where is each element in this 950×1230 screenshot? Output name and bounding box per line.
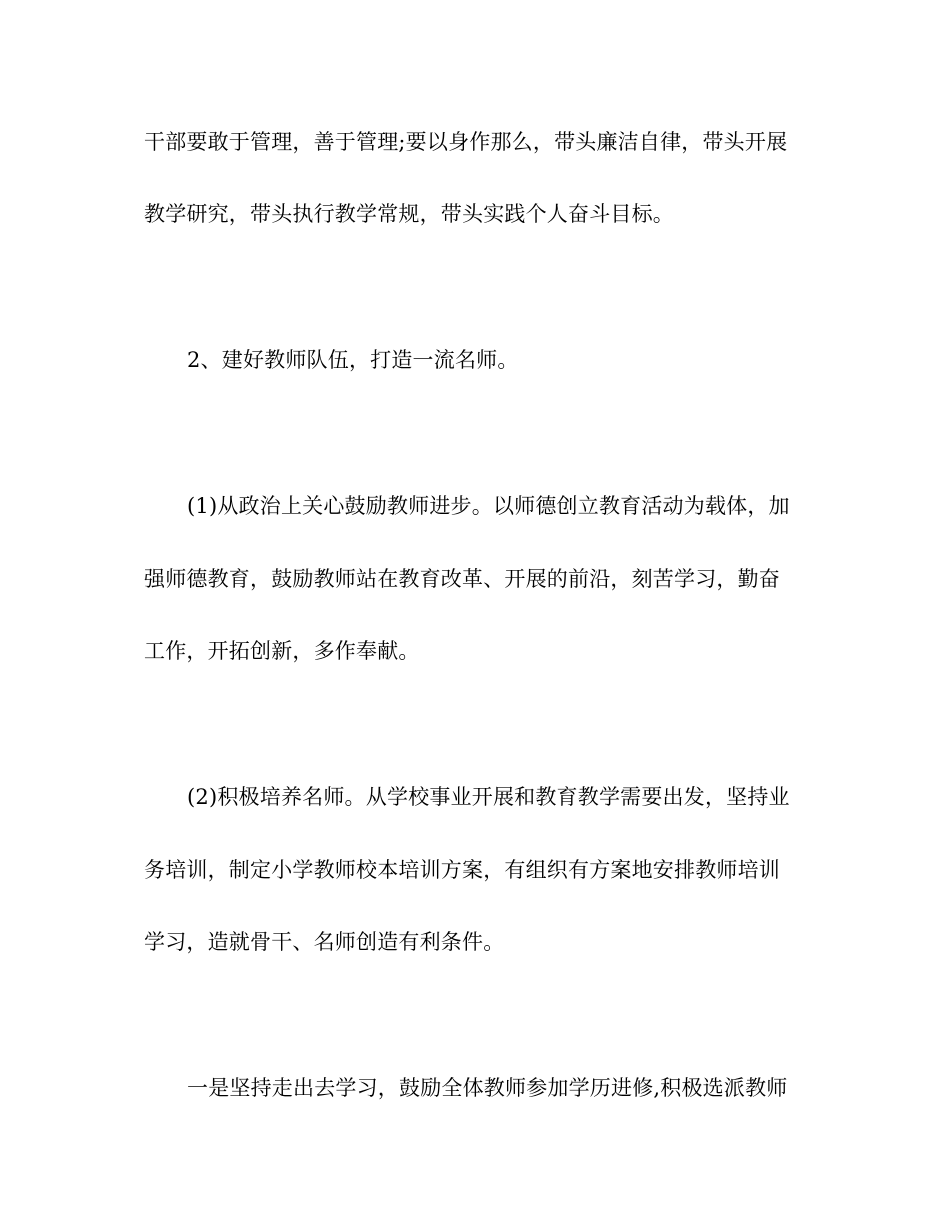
paragraph-3-line-2: 强师德教育，鼓励教师站在教育改革、开展的前沿，刻苦学习，勤奋 <box>144 567 780 591</box>
paragraph-5-line-1: 一是坚持走出去学习，鼓励全体教师参加学历进修,积极选派教师 <box>187 1076 788 1100</box>
paragraph-1-line-2: 教学研究，带头执行教学常规，带头实践个人奋斗目标。 <box>144 202 674 226</box>
paragraph-3-line-1: (1)从政治上关心鼓励教师进步。以师德创立教育活动为载体，加 <box>187 494 790 518</box>
paragraph-4-line-3: 学习，造就骨干、名师创造有利条件。 <box>144 930 505 954</box>
paragraph-3-line-3: 工作，开拓创新，多作奉献。 <box>144 639 420 663</box>
paragraph-1-line-1: 干部要敢于管理，善于管理;要以身作那么，带头廉洁自律，带头开展 <box>144 130 788 154</box>
paragraph-4-line-1: (2)积极培养名师。从学校事业开展和教育教学需要出发，坚持业 <box>187 785 790 809</box>
section-heading: 2、建好教师队伍，打造一流名师。 <box>187 348 519 372</box>
paragraph-4-line-2: 务培训，制定小学教师校本培训方案，有组织有方案地安排教师培训 <box>144 858 780 882</box>
